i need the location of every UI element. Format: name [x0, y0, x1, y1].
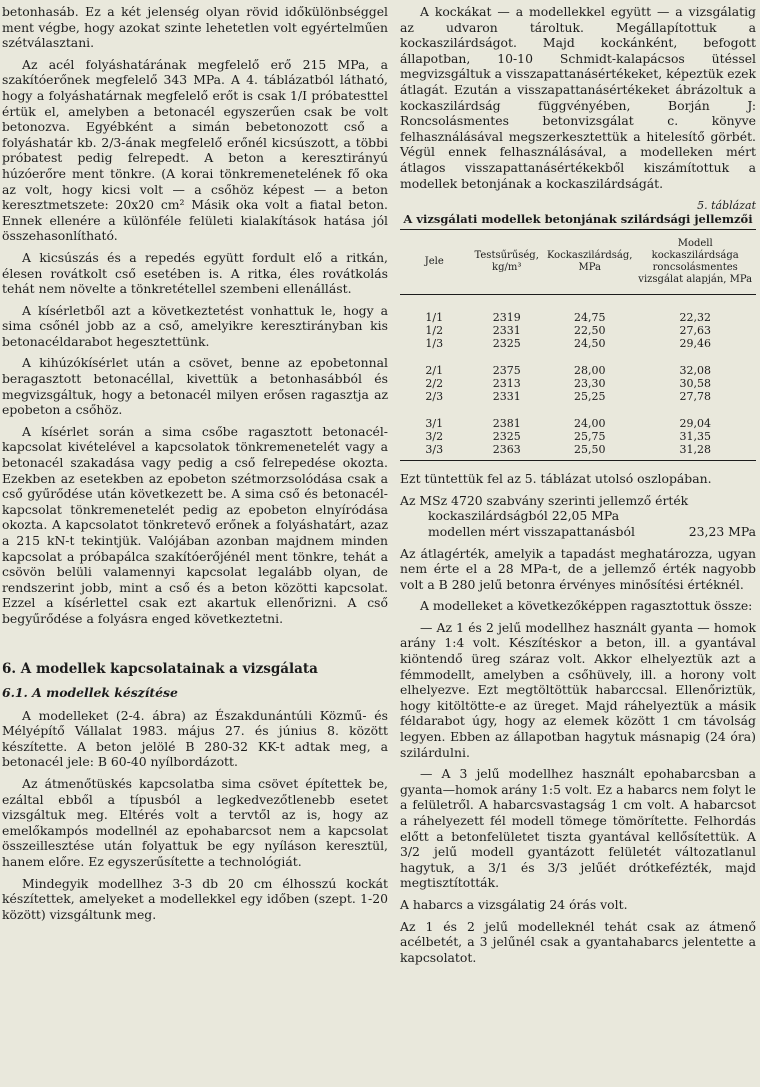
paragraph: Az átlagérték, amelyik a tapadást meghatározza, ugyan nem érte el a 28 MPa-t, de a jellemző érték nagyobb volt a B 280 jelű betonra érvényes minősítési értéknél. — [400, 545, 756, 592]
table-cell: 2319 — [492, 311, 521, 325]
left-column — [2, 4, 388, 928]
table-row — [400, 443, 756, 461]
table-cell: 27,63 — [679, 324, 711, 338]
table-cell: 22,50 — [573, 324, 606, 338]
table-header: Modell kockaszilárdsága roncsolásmentes vizsgálat alapján, MPa — [634, 230, 756, 295]
standard-line: kockaszilárdságból 22,05 MPa — [428, 508, 620, 524]
table-header: Jele — [400, 230, 468, 295]
table-cell: 1/3 — [425, 337, 444, 351]
table-cell: 28,00 — [573, 364, 606, 378]
table-cell: 22,32 — [679, 311, 711, 325]
paragraph: Az 1 és 2 jelű modelleknél tehát csak az átmenő acélbetét, a 3 jelűnél csak a gyantahabarcs jelentette a kapcsolatot. — [400, 918, 756, 965]
table-cell: 27,78 — [679, 390, 711, 404]
table-cell: 32,08 — [679, 364, 711, 378]
table-cell: 3/2 — [425, 430, 444, 444]
paragraph: A kihúzókísérlet után a csövet, benne az epobetonnal beragasztott betonacéllal, kivettük a betonhasábból és megvizsgáltuk, hogy a betonacél milyen erősen ragasztja az epobeton a csőhöz. — [2, 355, 388, 418]
paragraph: Ezt tüntettük fel az 5. táblázat utolsó oszlopában. — [400, 471, 712, 487]
table-cell: 24,00 — [573, 417, 606, 431]
table-cell: 24,75 — [573, 311, 606, 325]
standard-line — [400, 524, 756, 540]
paragraph: — A 3 jelű modellhez használt epohabarcsban a gyanta—homok arány 1:5 volt. Ez a habarcs nem folyt le a felületről. A habarcsvastagság 1 cm volt. A habarcsot a ráhelyezett fél modell tömege tömörítette. Felhordás előtt a betonfelületet tiszta gyantával kellősítettük. A 3/2 jelű modell gyantázott felületét változatlanul hagytuk, a 3/1 és 3/3 jelűét drótkefézték, majd megtisztították. — [400, 766, 756, 891]
table-header: Kockaszilárdság, MPa — [545, 230, 634, 295]
standard-label: modellen mért visszapattanásból — [428, 523, 635, 539]
table-cell: 31,28 — [679, 443, 711, 457]
paragraph: A habarcs a vizsgálatig 24 órás volt. — [400, 896, 628, 912]
paragraph: Az acél folyáshatárának megfelelő erő 215 MPa, a szakítóerőnek megfelelő 343 MPa. A 4. táblázatból látható, hogy a folyáshatárnak megfelelő erőt is csak 1/I próbatesttel értük el, amelyben a betonacél egyszerűen csak be volt betonozva. Egyébként a simán bebetonozott cső a folyáshatár kb. 2/3-ának megfelelő erőnél kicsúszott, a többi próbatest pedig felrepedt. A beton a keresztirányú húzóerőre ment tönkre. (A korai tönkremenetelének fő oka az volt, hogy kicsi volt — a csőhöz képest — a beton keresztmetszete: 20x20 cm² Másik oka volt a fiatal beton. Ennek ellenére a különféle felületi kialakítások hatása jól összehasonlítható. — [2, 56, 388, 244]
table-cell: 29,46 — [679, 337, 711, 351]
section-heading: 6. A modellek kapcsolatainak a vizsgálata — [2, 660, 318, 677]
paragraph: A kockákat — a modellekkel együtt — a vizsgálatig az udvaron tároltuk. Megállapítottuk a kockaszilárdságot. Majd kockánként, befogott állapotban, 10-10 Schmidt-kalapácsos ütéssel megvizsgáltuk a visszapattanásértékeket, képeztük ezek átlagát. Ezután a visszapattanásértékeket ábrázoltuk a kockaszilárdság függvényében, Borján J: Roncsolásmentes betonvizsgálat c. könyve felhasználásával megszerkesztettük a hitelesítő görbét. Végül ennek felhasználásával, a modelleken mért átlagos visszapattanásértékekből kiszámítottuk a modellek betonjának a kockaszilárdságát. — [400, 4, 756, 191]
table-cell: 1/1 — [425, 311, 444, 325]
table-cell: 2331 — [492, 324, 521, 338]
table-cell: 2313 — [492, 377, 521, 391]
table-cell: 1/2 — [425, 324, 444, 338]
table-row — [400, 403, 756, 430]
paragraph: A modelleket a következőképpen ragasztottuk össze: — [420, 598, 753, 614]
paragraph: — Az 1 és 2 jelű modellhez használt gyanta — homok arány 1:4 volt. Készítéskor a beton, ill. a gyantával kiöntendő üreg száraz volt. Akkor elhelyeztük azt a fémmodellt, amelyben a csőhüvely, ill. a horony volt elhelyezve. Ezt megtöltöttük habarccsal. Ellenőriztük, hogy kitöltötte-e az üreget. Majd ráhelyeztük a másik féldarabot úgy, hogy az elemek között 1 cm távolság legyen. Ebben az állapotban hagytuk másnapig (24 óra) szilárdulni. — [400, 619, 756, 760]
table-cell: 30,58 — [679, 377, 711, 391]
table-cell: 2381 — [492, 417, 521, 431]
table-cell: 2/2 — [425, 377, 444, 391]
table-cell: 2331 — [492, 390, 521, 404]
standard-line: Az MSz 4720 szabvány szerinti jellemző érték — [400, 492, 689, 508]
table-header-row — [400, 230, 756, 295]
table-row — [400, 337, 756, 350]
table-cell: 2325 — [492, 337, 521, 351]
table-cell: 3/1 — [425, 417, 444, 431]
paragraph: A modelleket (2-4. ábra) az Északdunántúli Közmű- és Mélyépítő Vállalat 1983. május 27. és június 8. között készítette. A beton jelölé B 280-32 KK-t adtak meg, a betonacél jele: B 60-40 nyílbordázott. — [2, 707, 388, 770]
table-row — [400, 350, 756, 377]
standard-value: 23,23 MPa — [688, 523, 756, 539]
table-cell: 2/3 — [425, 390, 444, 404]
table-row — [400, 430, 756, 443]
table-cell: 24,50 — [573, 337, 606, 351]
paragraph: Az átmenőtüskés kapcsolatba sima csövet építettek be, ezáltal ebből a típusból a legkedvezőtlenebb esetet vizsgáltuk meg. Eltérés volt a tervtől az is, hogy az emelőkampós modellnél az epohabarcsot nem a kapcsolat összeillesztése után folyattuk be egy nyíláson keresztül, hanem előre. Ez egyszerűsítette a technológiát. — [2, 775, 388, 869]
table-cell: 29,04 — [679, 417, 711, 431]
paragraph: A kicsúszás és a repedés együtt fordult elő a ritkán, élesen rovátkolt cső esetében is. A ritka, éles rovátkolás tehát nem növelte a tönkretétellel szembeni ellenállást. — [2, 249, 388, 297]
table-caption: 5. táblázat — [697, 199, 756, 213]
right-column — [400, 4, 756, 971]
table-row — [400, 390, 756, 403]
table-cell: 2363 — [492, 443, 521, 457]
table-row — [400, 295, 756, 325]
table-cell: 23,30 — [573, 377, 606, 391]
table-title: A vizsgálati modellek betonjának szilárdsági jellemzői — [400, 212, 756, 230]
strength-table — [400, 230, 756, 461]
paragraph: betonhasáb. Ez a két jelenség olyan rövid időkülönbséggel ment végbe, hogy azokat szinte lehetetlen volt egyértelműen szétválasztani. — [2, 4, 388, 51]
paragraph: A kísérletből azt a következtetést vonhattuk le, hogy a sima csőnél jobb az a cső, amelyikre keresztirányban kis betonacéldarabot hegesztettünk. — [2, 302, 388, 349]
table-row — [400, 377, 756, 390]
paragraph: Mindegyik modellhez 3-3 db 20 cm élhosszú kockát készítettek, amelyeket a modellekkel egy időben (szept. 1-20 között) vizsgáltunk meg. — [2, 875, 388, 922]
table-cell: 2375 — [492, 364, 521, 378]
table-cell: 2/1 — [425, 364, 444, 378]
table-header: Testsűrűség, kg/m³ — [468, 230, 545, 295]
paragraph: A kísérlet során a sima csőbe ragasztott betonacél-kapcsolat kivételével a kapcsolatok tönkremenetelét vagy a betonacél szakadása vagy pedig a cső felrepedése okozta. Ezekben az esetekben az epobeton szétmorzsolódása csak a cső gyűrődése után következett be. A sima cső és betonacél-kapcsolat tönkremenetelét pedig az epobeton elnyíródása okozta. A kapcsolatot tönkretevő erőnek a folyáshatárt, azaz a 215 kN-t tekintjük. Valójában azonban majdnem minden kapcsolat a próbapálca szakítóerőjénél ment tönkre, tehát a csövön belüli valamennyi kapcsolat legalább olyan, de rendszerint jobb, mint a cső és a beton közötti kapcsolat. Ezzel a kísérlettel csak ezt akartuk ellenőrizni. A cső begyűrődése a folyásra enged következtetni. — [2, 423, 388, 626]
table-cell: 31,35 — [679, 430, 711, 444]
standard-values — [400, 493, 756, 540]
table-cell: 3/3 — [425, 443, 444, 457]
table-cell: 25,75 — [573, 430, 606, 444]
subsection-heading: 6.1. A modellek készítése — [2, 684, 178, 700]
table-cell: 2325 — [492, 430, 521, 444]
table-cell: 25,25 — [573, 390, 606, 404]
table-cell: 25,50 — [573, 443, 606, 457]
table-row — [400, 324, 756, 337]
